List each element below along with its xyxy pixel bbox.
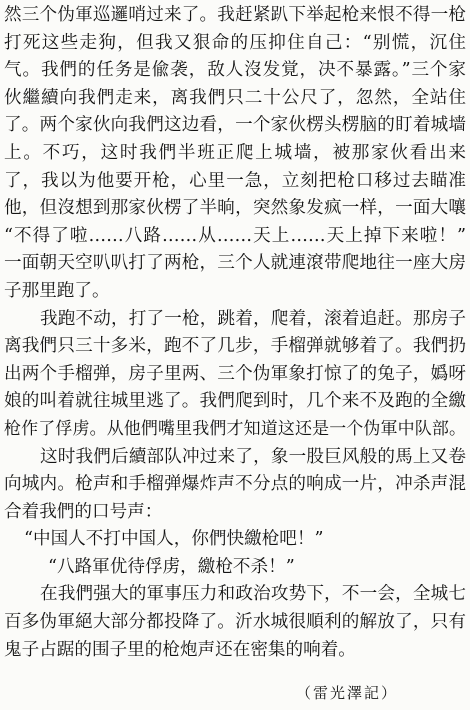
author-signature: （雷光澤記）	[295, 684, 398, 702]
text-line: 一面朝天空叭叭打了两枪，三个人就連滾带爬地往一座大房	[4, 253, 466, 274]
text-line: 离我們只三十多米，跑不了几步，手榴弹就够着了。我們扔	[4, 336, 466, 357]
slogan-line: “中国人不打中国人，你們快繳枪吧！”	[24, 529, 324, 550]
text-line: 上。不巧，这时我們半班正爬上城墙，被那家伙看出来	[4, 142, 466, 163]
slogan-line: “八路軍优待俘虏，繳枪不杀！”	[48, 556, 295, 577]
text-line: 枪作了俘虏。从他們嘴里我們才知道这还是一个伪軍中队部。	[4, 418, 466, 439]
text-line: 子那里跑了。	[4, 280, 110, 301]
text-line: 伙繼續向我們走来，离我們只二十公尺了，忽然，全站住	[4, 87, 466, 108]
text-line: 合着我們的口号声：	[4, 501, 163, 522]
text-line: 气。我們的任务是偸袭，敌人沒发覚，决不暴露。”三个家	[4, 60, 466, 81]
text-line: 向城内。枪声和手榴弹爆炸声不分点的响成一片，冲杀声混	[4, 474, 466, 495]
text-line: 出两个手榴弹，房子里两、三个伪軍象打惊了的兔子，嬀呀	[4, 363, 466, 384]
text-line: 了。两个家伙向我們这边看，一个家伙楞头楞脑的盯着城墙	[4, 115, 466, 136]
paragraph-start-line: 在我們强大的軍事压力和政治攻势下，不一会，全城七	[40, 584, 466, 605]
text-line: 然三个伪軍巡邏哨过来了。我赶紧趴下举起枪来恨不得一枪	[4, 5, 466, 25]
text-line: 了，我以为他要开枪，心里一急，立刻把枪口移过去瞄准	[4, 170, 466, 191]
paragraph-start-line: 这时我們后續部队冲过来了，象一股巨风般的馬上又卷	[40, 446, 466, 467]
paragraph-start-line: 我跑不动，打了一枪，跳着，爬着，滚着追赶。那房子	[40, 308, 466, 329]
text-line: 打死这些走狗，但我又狠命的压抑住自己：“别慌，沉住	[4, 32, 466, 53]
text-line: 鬼子占踞的围子里的枪炮声还在密集的响着。	[4, 639, 356, 660]
text-line: 百多伪軍絕大部分都投降了。沂水城很順利的解放了，只有	[4, 612, 466, 633]
text-line: 娘的叫着就往城里逃了。我們爬到时，几个来不及跑的全繳	[4, 391, 466, 412]
text-line: “不得了啦……八路……从……天上……天上掉下来啦！”	[4, 225, 466, 246]
article-body	[4, 2, 466, 664]
text-line: 他，但沒想到那家伙楞了半晌，突然象发疯一样，一面大嚷	[4, 198, 466, 219]
